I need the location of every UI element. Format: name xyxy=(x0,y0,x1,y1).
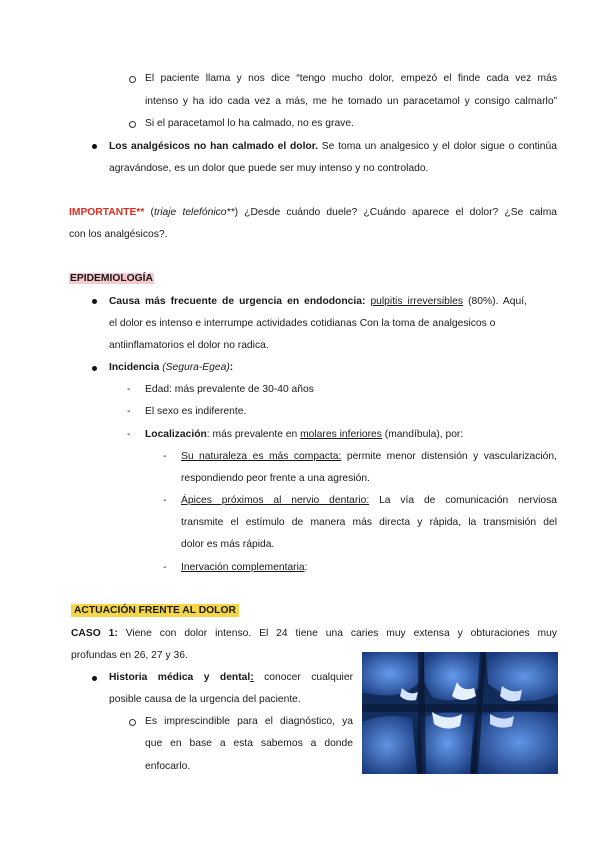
triaje-text: triaje telefónico** xyxy=(153,207,235,218)
dental-xray-image xyxy=(362,652,558,774)
causa-bold: Causa más frecuente de urgencia en endodoncia: xyxy=(109,296,366,307)
incidencia-line xyxy=(109,361,233,375)
localizacion-text-2: (mandíbula), por: xyxy=(381,429,464,440)
apices-underlined: Ápices próximos al nervio dentario: xyxy=(181,495,370,506)
dash-bullet-icon: - xyxy=(127,384,131,395)
analgesicos-text: Se toma un analgesico y el dolor sigue o continúa xyxy=(318,141,557,152)
inervacion-line xyxy=(181,561,308,575)
localizacion-text-1: : más prevalente en xyxy=(206,429,301,440)
importante-line-2: con los analgésicos?. xyxy=(69,229,168,240)
apices-line-2: transmite el estímulo de manera más directa y rápida, la transmisión del xyxy=(181,517,557,528)
inervacion-underlined: Inervación complementaria xyxy=(181,562,305,573)
causa-rest: (80%). Aquí, xyxy=(463,296,527,307)
dot-bullet-icon xyxy=(92,366,97,371)
historia-text: conocer cualquier xyxy=(253,672,353,683)
imprescindible-line-3: enfocarlo. xyxy=(145,761,191,772)
circle-bullet-icon xyxy=(129,76,136,83)
apices-line-3: dolor es más rápida. xyxy=(181,539,275,550)
historia-line-2: posible causa de la urgencia del paciente. xyxy=(109,694,301,705)
actuacion-heading xyxy=(71,604,239,618)
causa-line-3: antiinflamatorios el dolor no radica. xyxy=(109,340,269,351)
inervacion-colon: : xyxy=(304,562,308,573)
historia-line-1 xyxy=(109,671,353,685)
analgesicos-bold: Los analgésicos no han calmado el dolor. xyxy=(109,141,319,152)
naturaleza-underlined: Su naturaleza es más compacta: xyxy=(181,451,342,462)
analgesicos-line-2: agravándose, es un dolor que puede ser muy intenso y no controlado. xyxy=(109,163,429,174)
circle-bullet-icon xyxy=(129,719,136,726)
importante-open: ( xyxy=(144,207,154,218)
naturaleza-line-2: respondiendo peor frente a una agresión. xyxy=(181,473,370,484)
importante-line-1 xyxy=(69,206,557,220)
causa-line-2: el dolor es intenso e interrumpe actividades cotidianas Con la toma de analgesicos o xyxy=(109,318,496,329)
incidencia-bold: Incidencia xyxy=(109,362,160,373)
dot-bullet-icon xyxy=(92,676,97,681)
apices-text: La vía de comunicación nerviosa xyxy=(369,495,557,506)
molares-link: molares inferiores xyxy=(300,429,382,440)
dash-bullet-icon: - xyxy=(163,495,167,506)
sexo-line: El sexo es indiferente. xyxy=(145,406,247,417)
importante-text: ) ¿Desde cuándo duele? ¿Cuándo aparece el dolor? ¿Se calma xyxy=(234,207,557,218)
analgesicos-line-1 xyxy=(109,140,557,154)
dash-bullet-icon: - xyxy=(127,406,131,417)
incidencia-colon: : xyxy=(229,362,234,373)
actuacion-heading-text: ACTUACIÓN FRENTE AL DOLOR xyxy=(71,604,239,617)
pulpitis-link: pulpitis irreversibles xyxy=(370,296,464,307)
dot-bullet-icon xyxy=(92,144,97,149)
paracetamol-line: Si el paracetamol lo ha calmado, no es grave. xyxy=(145,118,354,129)
xray-drawing xyxy=(362,652,558,774)
historia-colon: : xyxy=(250,672,254,683)
naturaleza-text: permite menor distensión y vascularización, xyxy=(341,451,557,462)
edad-line: Edad: más prevalente de 30-40 años xyxy=(145,384,314,395)
circle-bullet-icon xyxy=(129,121,136,128)
paciente-line-1: El paciente llama y nos dice “tengo mucho dolor, empezó el finde cada vez más xyxy=(145,73,557,84)
dot-bullet-icon xyxy=(92,299,97,304)
caso-line-1 xyxy=(71,627,557,641)
causa-line-1 xyxy=(109,295,527,309)
caso-bold: CASO 1: xyxy=(71,628,118,639)
paciente-line-2: intenso y ha ido cada vez a más, me he tomado un paracetamol y consigo calmarlo” xyxy=(145,96,557,107)
caso-line-2: profundas en 26, 27 y 36. xyxy=(71,650,188,661)
imprescindible-line-1: Es imprescindible para el diagnóstico, ya xyxy=(145,716,353,727)
imprescindible-line-2: que en base a esta sabemos a donde xyxy=(145,738,353,749)
epidemiologia-heading xyxy=(69,272,154,286)
epidemiologia-heading-text: EPIDEMIOLOGÍA xyxy=(70,273,153,284)
dash-bullet-icon: - xyxy=(163,562,167,573)
dash-bullet-icon: - xyxy=(127,429,131,440)
incidencia-source: (Segura-Egea) xyxy=(159,362,230,373)
naturaleza-line-1 xyxy=(181,450,557,464)
importante-label: IMPORTANTE** xyxy=(69,207,145,218)
apices-line-1 xyxy=(181,494,557,508)
caso-text: Viene con dolor intenso. El 24 tiene una caries muy extensa y obturaciones muy xyxy=(117,628,557,639)
localizacion-bold: Localización xyxy=(145,429,207,440)
localizacion-line xyxy=(145,428,463,442)
dash-bullet-icon: - xyxy=(163,451,167,462)
historia-bold: Historia médica y dental xyxy=(109,672,251,683)
